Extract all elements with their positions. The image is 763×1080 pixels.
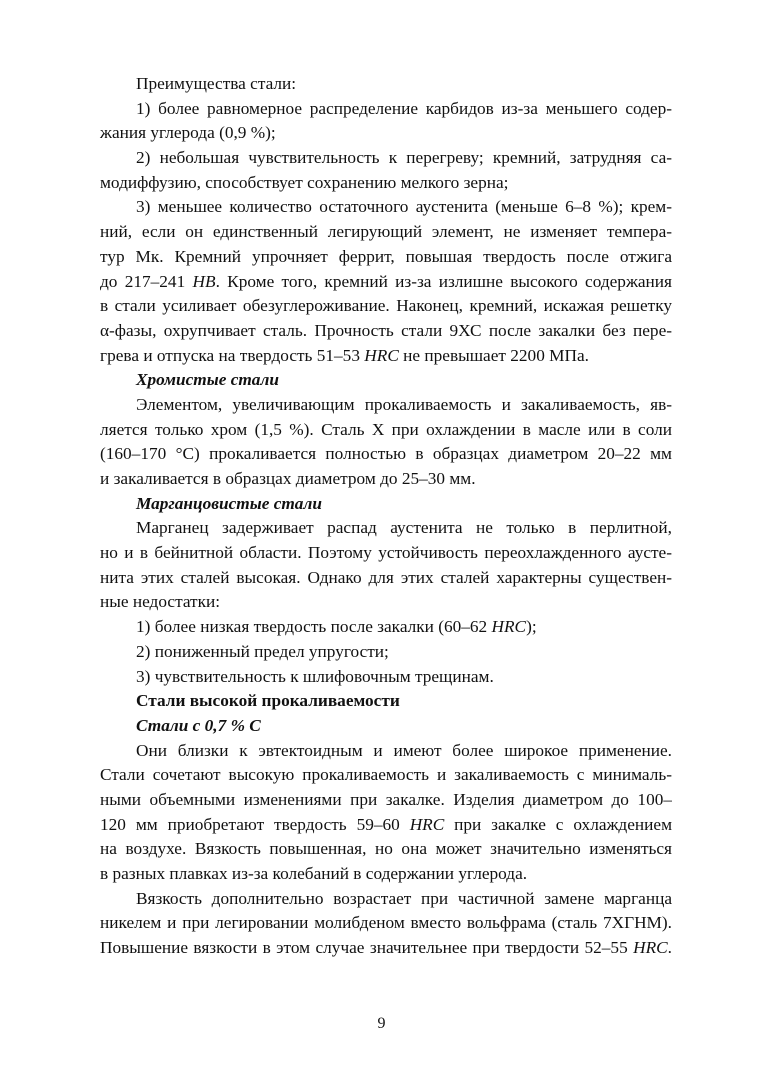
text-line [100,195,672,220]
text-line [100,665,672,690]
section-heading: Стали высокой прокаливаемости [136,691,400,711]
text-line [100,418,672,443]
text-line [100,294,672,319]
text-line [100,640,672,665]
text-segment: не превышает 2200 МПа. [398,345,589,365]
text-line [100,911,672,936]
section-heading: Стали с 0,7 % С [136,715,261,735]
text-segment: α-фазы, охрупчивает сталь. Прочность стали 9ХС после закалки без пере- [100,320,672,340]
text-line [100,689,672,714]
text-line [100,590,672,615]
text-segment: до 217–241 [100,271,193,291]
text-segment: Повышение вязкости в этом случае значительнее при твердости 52–55 [100,938,634,958]
text-segment: модиффузию, способствует сохранению мелкого зерна; [100,172,509,192]
text-line [100,97,672,122]
text-segment: при закалке с охлаждением [444,814,672,834]
text-segment: никелем и при легировании молибденом вместо вольфрама (сталь 7ХГНМ). [100,913,672,933]
text-segment: 120 мм приобретают твердость 59–60 [100,814,410,834]
text-line [100,121,672,146]
text-segment: 1) более равномерное распределение карбидов из-за меньшего содер- [136,98,672,118]
section-heading: Хромистые стали [136,370,279,390]
text-segment: 1) более низкая твердость после закалки (60–62 [136,617,492,637]
text-segment: ные недостатки: [100,592,221,612]
text-line [100,368,672,393]
text-line [100,442,672,467]
text-line [100,887,672,912]
text-segment: 2) небольшая чувствительность к перегреву; кремний, затрудняя са- [136,148,672,168]
text-line [100,739,672,764]
text-segment: Они близки к эвтектоидным и имеют более широкое применение. [136,740,672,760]
page-body-text [100,72,672,961]
page-number: 9 [377,1015,386,1032]
text-line [100,837,672,862]
text-line [100,492,672,517]
text-segment: в стали усиливает обезуглероживание. Наконец, кремний, искажая решетку [100,296,672,316]
text-segment: ляется только хром (1,5 %). Сталь Х при охлаждении в масле или в соли [100,419,672,439]
text-segment: ний, если он единственный легирующий элемент, не изменяет темпера- [100,222,672,242]
text-line [100,344,672,369]
section-heading: Марганцовистые стали [136,493,322,513]
text-segment: Вязкость дополнительно возрастает при частичной замене марганца [136,888,672,908]
text-line [100,936,672,961]
text-segment: тур Мк. Кремний упрочняет феррит, повышая твердость после отжига [100,246,672,266]
text-segment: ); [526,617,537,637]
text-line [100,171,672,196]
text-segment: 3) чувствительность к шлифовочным трещинам. [136,666,494,686]
text-segment: грева и отпуска на твердость 51–53 [100,345,365,365]
text-segment: Преимущества стали: [136,74,297,93]
text-segment: и закаливается в образцах диаметром до 25–30 мм. [100,469,476,488]
text-segment: 2) пониженный предел упругости; [136,641,389,661]
text-line [100,393,672,418]
text-segment: (160–170 °С) прокаливается полностью в образцах диаметром 20–22 мм [100,444,672,464]
text-line [100,146,672,171]
text-segment: . Кроме того, кремний из-за излишне высокого содержания [215,271,672,291]
text-segment: Стали сочетают высокую прокаливаемость и закаливаемость с минималь- [100,765,672,785]
text-segment: нита этих сталей высокая. Однако для этих сталей характерны существен- [100,567,672,587]
text-segment: HB [192,271,216,291]
text-segment: HRC [409,814,445,834]
text-line [100,788,672,813]
text-segment: в разных плавках из-за колебаний в содержании углерода. [100,864,528,883]
text-segment: HRC [491,617,527,637]
text-line [100,566,672,591]
text-line [100,541,672,566]
text-line [100,467,672,492]
text-line [100,220,672,245]
text-line [100,270,672,295]
text-line [100,714,672,739]
text-line [100,245,672,270]
text-segment: но и в бейнитной области. Поэтому устойчивость переохлажденного аусте- [100,543,672,563]
text-segment: Марганец задерживает распад аустенита не только в перлитной, [136,518,672,538]
text-line [100,72,672,97]
text-segment: . [667,938,672,958]
text-line [100,813,672,838]
text-line [100,862,672,887]
text-segment: Элементом, увеличивающим прокаливаемость и закаливаемость, яв- [136,394,672,414]
text-line [100,319,672,344]
text-line [100,763,672,788]
text-segment: HRC [364,345,399,365]
text-segment: ными объемными изменениями при закалке. Изделия диаметром до 100– [100,789,672,809]
text-segment: HRC [633,938,668,958]
text-line [100,516,672,541]
text-segment: 3) меньшее количество остаточного аустенита (меньше 6–8 %); крем- [136,197,672,217]
text-segment: жания углерода (0,9 %); [100,123,276,143]
text-line [100,615,672,640]
text-segment: на воздухе. Вязкость повышенная, но она может значительно изменяться [100,839,672,859]
